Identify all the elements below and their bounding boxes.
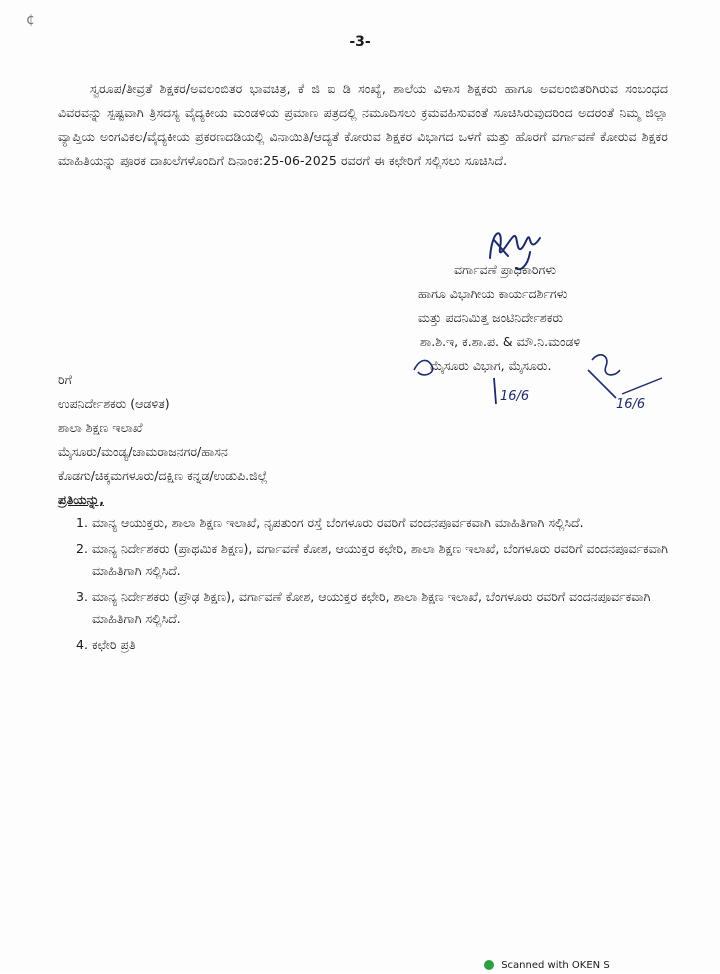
list-item <box>58 634 668 656</box>
copies-section <box>58 488 668 660</box>
list-item-number: 3. <box>76 589 88 604</box>
signatory-title: ವರ್ಗಾವಣೆ ಪ್ರಾಧಿಕಾರಿಗಳು <box>454 262 556 277</box>
signatory-department: ಶಾ.ಶಿ.ಇ, ಕ.ಶಾ.ಪ. & ಮೌ.ನಿ.ಮಂಡಳಿ <box>420 334 581 349</box>
recipient-title: ಉಪನಿರ್ದೇಶಕರು (ಆಡಳಿತ) <box>58 396 170 411</box>
recipient-department: ಶಾಲಾ ಶಿಕ್ಷಣ ಇಲಾಖೆ <box>58 420 143 435</box>
recipient-districts-2: ಕೊಡಗು/ಚಿಕ್ಕಮಗಳೂರು/ದಕ್ಷಿಣ ಕನ್ನಡ/ಉಡುಪಿ.ಜಿಲ್ಲೆ <box>58 468 268 483</box>
signatory-ex-officio: ಮತ್ತು ಪದನಿಮಿತ್ತ ಜಂಟಿನಿರ್ದೇಶಕರು <box>418 310 563 325</box>
scanner-logo-icon <box>484 960 494 970</box>
list-item-number: 1. <box>76 515 88 530</box>
list-item <box>58 586 668 630</box>
list-item-text: ಮಾನ್ಯ ನಿರ್ದೇಶಕರು (ಪ್ರೌಢ ಶಿಕ್ಷಣ), ವರ್ಗಾವಣೆ ಕೋಶ, ಆಯುಕ್ತರ ಕಛೇರಿ, ಶಾಲಾ ಶಿಕ್ಷಣ ಇಲಾಖೆ, ಬೆಂಗಳೂರು ರವರಿಗೆ ವಂದನಪೂರ್ವಕವಾಗಿ ಮಾಹಿತಿಗಾಗಿ ಸಲ್ಲಿಸಿದೆ. <box>92 589 651 626</box>
initials-stamp-icon <box>410 348 670 418</box>
signatory-location: ಮೈಸೂರು ವಿಭಾಗ, ಮೈಸೂರು. <box>430 358 552 373</box>
list-item <box>58 538 668 582</box>
body-paragraph: ಸ್ವರೂಪ/ತೀವ್ರತೆ ಶಿಕ್ಷಕರ/ಅವಲಂಬಿತರ ಭಾವಚಿತ್ರ, ಕೆ ಜಿ ಐ ಡಿ ಸಂಖ್ಯೆ, ಶಾಲೆಯ ವಿಳಾಸ ಶಿಕ್ಷಕರು ಹಾಗೂ ಅವಲಂಬಿತರಿಗಿರುವ ಸಂಬಂಧದ ವಿವರವನ್ನು ಸ್ಪಷ್ಟವಾಗಿ ತ್ರಿಸದಸ್ಯ ವೈದ್ಯಕೀಯ ಮಂಡಳಿಯ ಪ್ರಮಾಣ ಪತ್ರದಲ್ಲಿ ನಮೂದಿಸಲು ಕ್ರಮವಹಿಸುವಂತೆ ಸೂಚಿಸಿರುವುದರಿಂದ ಅದರಂತೆ ನಿಮ್ಮ ಜಿಲ್ಲಾ ವ್ಯಾಪ್ತಿಯ ಅಂಗವಿಕಲ/ವೈದ್ಯಕೀಯ ಪ್ರಕರಣದಡಿಯಲ್ಲಿ ವಿನಾಯಿತಿ/ಆದ್ಯತೆ ಕೋರುವ ಶಿಕ್ಷಕರ ವಿಭಾಗದ ಒಳಗೆ ಮತ್ತು ಹೊರಗೆ ವರ್ಗಾವಣೆ ಕೋರುವ ಶಿಕ್ಷಕರ ಮಾಹಿತಿಯನ್ನು ಪೂರಕ ದಾಖಲೆಗಳೊಂದಿಗೆ ದಿನಾಂಕ:25-06-2025 ರವರಗೆ ಈ ಕಛೇರಿಗೆ ಸಲ್ಲಿಸಲು ಸೂಚಿಸಿದೆ. <box>58 80 668 168</box>
date-mark-2: 16/6 <box>616 397 646 412</box>
corner-mark: ¢ <box>26 12 35 28</box>
signatory-designation: ಹಾಗೂ ವಿಭಾಗೀಯ ಕಾರ್ಯದರ್ಶಿಗಳು <box>418 286 568 301</box>
scanner-badge-text: Scanned with OKEN S <box>501 960 610 971</box>
list-item-number: 2. <box>76 541 88 556</box>
to-label: ರಿಗೆ <box>58 372 72 387</box>
recipient-districts-1: ಮೈಸೂರು/ಮಂಡ್ಯ/ಚಾಮರಾಜನಗರ/ಹಾಸನ <box>58 444 228 459</box>
page-number: -3- <box>349 34 371 50</box>
list-item-text: ಮಾನ್ಯ ನಿರ್ದೇಶಕರು (ಪ್ರಾಥಮಿಕ ಶಿಕ್ಷಣ), ವರ್ಗಾವಣೆ ಕೋಶ, ಆಯುಕ್ತರ ಕಛೇರಿ, ಶಾಲಾ ಶಿಕ್ಷಣ ಇಲಾಖೆ, ಬೆಂಗಳೂರು ರವರಿಗೆ ವಂದನಪೂರ್ವಕವಾಗಿ ಮಾಹಿತಿಗಾಗಿ ಸಲ್ಲಿಸಿದೆ. <box>92 541 668 578</box>
list-item-number: 4. <box>76 637 88 652</box>
copies-list <box>58 512 668 656</box>
list-item-text: ಮಾನ್ಯ ಆಯುಕ್ತರು, ಶಾಲಾ ಶಿಕ್ಷಣ ಇಲಾಖೆ, ನೃಪತುಂಗ ರಸ್ತೆ ಬೆಂಗಳೂರು ರವರಿಗೆ ವಂದನಪೂರ್ವಕವಾಗಿ ಮಾಹಿತಿಗಾಗಿ ಸಲ್ಲಿಸಿದೆ. <box>92 515 584 530</box>
recipient-block <box>58 368 268 488</box>
list-item <box>58 512 668 534</box>
date-mark-1: 16/6 <box>500 389 530 404</box>
list-item-text: ಕಛೇರಿ ಪ್ರತಿ <box>92 637 136 652</box>
copies-heading: ಪ್ರತಿಯನ್ನು, <box>58 492 104 507</box>
